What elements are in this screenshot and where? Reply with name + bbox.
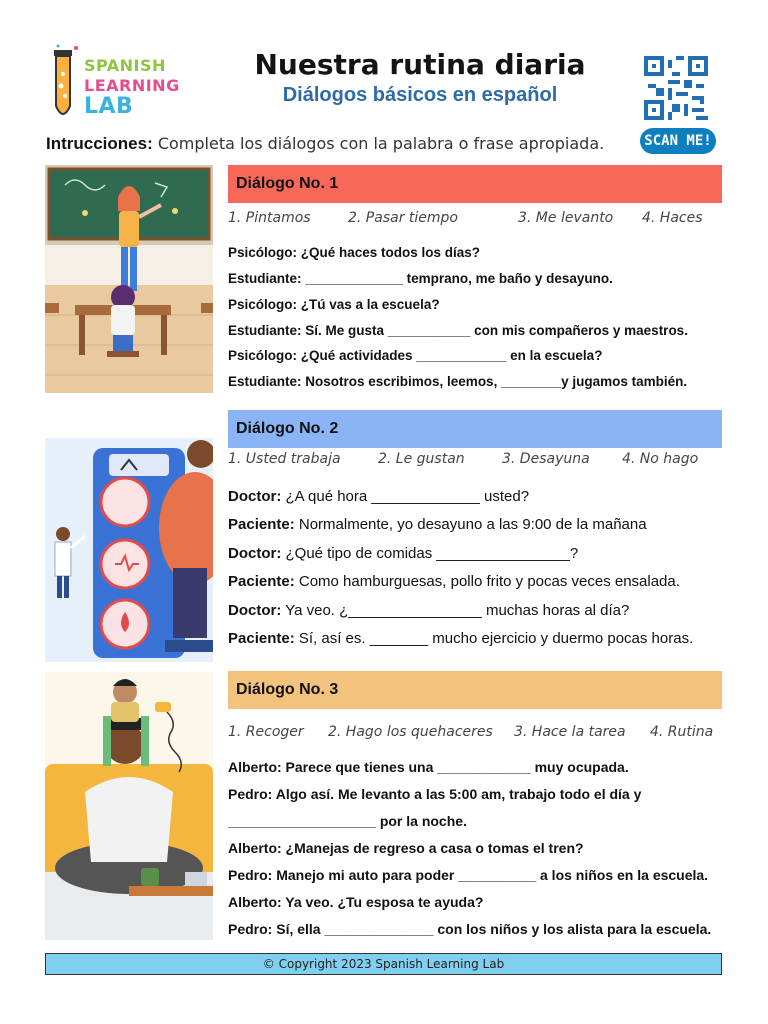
speaker-label: Paciente: bbox=[228, 630, 295, 647]
dialog3-line: Pedro: Sí, ella ______________ con los niños y los alista para la escuela. bbox=[228, 921, 712, 937]
dialog3-line: Pedro: Manejo mi auto para poder __________ a los niños en la escuela. bbox=[228, 867, 709, 883]
line-text: Como hamburguesas, pollo frito y pocas veces ensalada. bbox=[294, 573, 680, 590]
health-illustration bbox=[45, 418, 213, 662]
dialog1-option: 3. Me levanto bbox=[518, 210, 614, 226]
dialog3-line: Alberto: Parece que tienes una ____________ muy ocupada. bbox=[228, 759, 629, 775]
heart-icon bbox=[101, 540, 149, 588]
page-subtitle: Diálogos básicos en español bbox=[282, 84, 558, 106]
line-text: Ya veo. ¿________________ muchas horas al día? bbox=[281, 602, 630, 619]
qr-code-icon[interactable] bbox=[644, 56, 708, 120]
test-tube-icon bbox=[48, 44, 84, 124]
dialog1-line: Estudiante: _____________ temprano, me baño y desayuno. bbox=[228, 271, 613, 286]
dialog3-option: 4. Rutina bbox=[650, 724, 714, 740]
copyright-footer: © Copyright 2023 Spanish Learning Lab bbox=[45, 953, 722, 975]
mug-icon bbox=[141, 868, 159, 886]
speaker-label: Doctor: bbox=[228, 545, 282, 562]
dialog3-word-bank bbox=[228, 724, 722, 748]
dialog3-line: Pedro: Algo así. Me levanto a las 5:00 am, trabajo todo el día y bbox=[228, 786, 642, 802]
instructions bbox=[46, 134, 646, 154]
dialog2-line bbox=[228, 488, 728, 505]
dialog3-line: ___________________ por la noche. bbox=[228, 813, 467, 829]
dialog2-line bbox=[228, 630, 728, 647]
line-text: Sí, así es. _______ mucho ejercicio y duermo pocas horas. bbox=[294, 630, 694, 647]
line-text: Normalmente, yo desayuno a las 9:00 de la mañana bbox=[294, 516, 647, 533]
dialog2-option: 3. Desayuna bbox=[502, 451, 590, 467]
dialog1-option: 2. Pasar tiempo bbox=[348, 210, 458, 226]
line-text: ¿A qué hora _____________ usted? bbox=[281, 488, 530, 505]
family-illustration bbox=[45, 672, 213, 940]
dialog1-header: Diálogo No. 1 bbox=[228, 165, 722, 203]
classroom-illustration bbox=[45, 165, 213, 393]
logo-text-line3: LAB bbox=[84, 94, 134, 119]
speaker-label: Paciente: bbox=[228, 573, 295, 590]
dialog1-word-bank bbox=[228, 210, 722, 234]
brand-logo bbox=[48, 44, 198, 124]
dialog2-word-bank bbox=[228, 451, 722, 475]
dialog2-line bbox=[228, 602, 728, 619]
stomach-icon bbox=[101, 478, 149, 526]
dialog2-option: 4. No hago bbox=[622, 451, 699, 467]
line-text: ¿Qué tipo de comidas ________________? bbox=[281, 545, 579, 562]
dialog2-line bbox=[228, 516, 728, 533]
dialog2-header: Diálogo No. 2 bbox=[228, 410, 722, 448]
dialog1-line: Estudiante: Sí. Me gusta ___________ con mis compañeros y maestros. bbox=[228, 323, 688, 338]
dialog2-line bbox=[228, 573, 728, 590]
logo-text-line1: SPANISH bbox=[84, 56, 166, 75]
dialog3-line: Alberto: ¿Manejas de regreso a casa o tomas el tren? bbox=[228, 840, 584, 856]
dialog3-header: Diálogo No. 3 bbox=[228, 671, 722, 709]
logo-text-line2: LEARNING bbox=[84, 76, 180, 95]
dialog1-line: Estudiante: Nosotros escribimos, leemos, ________y jugamos también. bbox=[228, 374, 688, 389]
dialog3-line: Alberto: Ya veo. ¿Tu esposa te ayuda? bbox=[228, 894, 484, 910]
dialog1-option: 1. Pintamos bbox=[228, 210, 311, 226]
page-title: Nuestra rutina diaria bbox=[254, 48, 586, 81]
dialog3-option: 1. Recoger bbox=[228, 724, 304, 740]
instructions-label: Intrucciones: bbox=[46, 134, 153, 153]
dialog2-line bbox=[228, 545, 728, 562]
speaker-label: Paciente: bbox=[228, 516, 295, 533]
scan-me-badge: SCAN ME! bbox=[640, 128, 716, 154]
dialog1-line: Psicólogo: ¿Tú vas a la escuela? bbox=[228, 297, 440, 312]
dialog2-option: 1. Usted trabaja bbox=[228, 451, 341, 467]
dialog1-option: 4. Haces bbox=[642, 210, 703, 226]
dialog3-option: 2. Hago los quehaceres bbox=[328, 724, 493, 740]
dialog2-option: 2. Le gustan bbox=[378, 451, 465, 467]
dialog1-line: Psicólogo: ¿Qué actividades ____________ en la escuela? bbox=[228, 348, 603, 363]
instructions-text: Completa los diálogos con la palabra o frase apropiada. bbox=[152, 134, 605, 153]
dialog1-line: Psicólogo: ¿Qué haces todos los días? bbox=[228, 245, 481, 260]
dialog3-option: 3. Hace la tarea bbox=[514, 724, 626, 740]
speaker-label: Doctor: bbox=[228, 488, 282, 505]
speaker-label: Doctor: bbox=[228, 602, 282, 619]
